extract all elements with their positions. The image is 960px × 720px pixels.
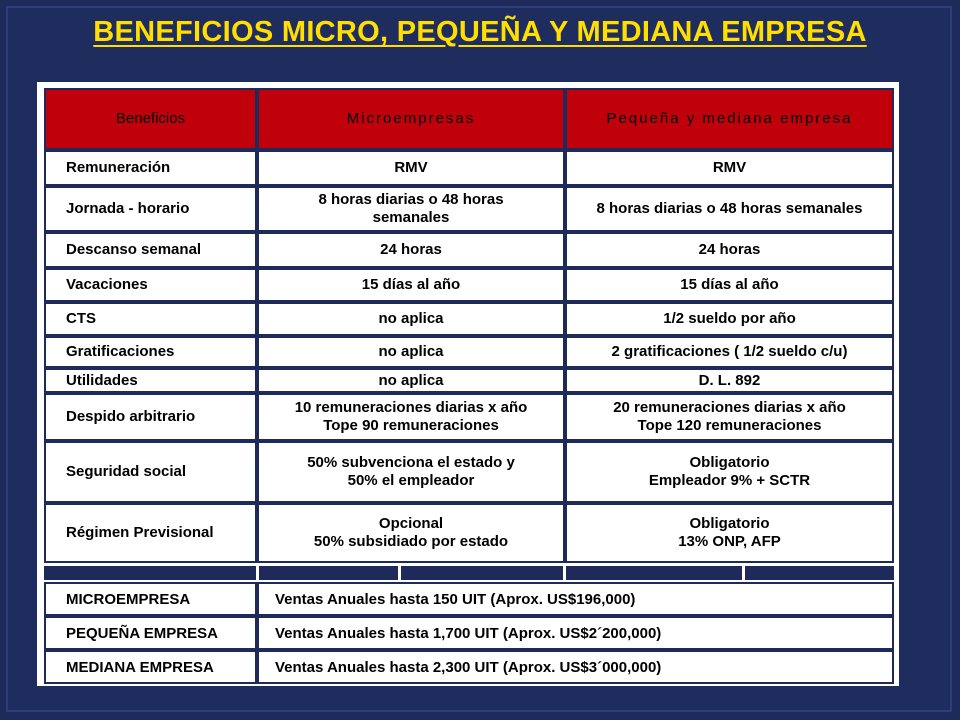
size-value: Ventas Anuales hasta 2,300 UIT (Aprox. US$3´000,000) bbox=[257, 650, 894, 684]
company-size-table bbox=[44, 582, 894, 684]
size-row bbox=[44, 650, 894, 684]
table-row bbox=[44, 368, 894, 393]
benefits-table bbox=[44, 88, 894, 563]
pyme-value: Obligatorio 13% ONP, AFP bbox=[565, 503, 894, 563]
micro-value: no aplica bbox=[257, 302, 565, 336]
row-label: Despido arbitrario bbox=[44, 393, 257, 441]
table-row bbox=[44, 503, 894, 563]
divider-tick bbox=[563, 566, 566, 580]
pyme-value: 8 horas diarias o 48 horas semanales bbox=[565, 186, 894, 232]
size-value: Ventas Anuales hasta 150 UIT (Aprox. US$196,000) bbox=[257, 582, 894, 616]
pyme-value: 24 horas bbox=[565, 232, 894, 268]
pyme-value: RMV bbox=[565, 150, 894, 186]
micro-value: 50% subvenciona el estado y 50% el empleador bbox=[257, 441, 565, 503]
column-header-pyme: Pequeña y mediana empresa bbox=[565, 88, 894, 150]
micro-value: 10 remuneraciones diarias x año Tope 90 remuneraciones bbox=[257, 393, 565, 441]
table-row bbox=[44, 441, 894, 503]
divider-tick bbox=[398, 566, 401, 580]
pyme-value: Obligatorio Empleador 9% + SCTR bbox=[565, 441, 894, 503]
size-label: MEDIANA EMPRESA bbox=[44, 650, 257, 684]
table-row bbox=[44, 302, 894, 336]
row-label: Vacaciones bbox=[44, 268, 257, 302]
micro-value: no aplica bbox=[257, 336, 565, 368]
size-label: PEQUEÑA EMPRESA bbox=[44, 616, 257, 650]
table-row bbox=[44, 268, 894, 302]
table-row bbox=[44, 336, 894, 368]
micro-value: Opcional 50% subsidiado por estado bbox=[257, 503, 565, 563]
divider-tick bbox=[742, 566, 745, 580]
micro-value: RMV bbox=[257, 150, 565, 186]
table-header-row bbox=[44, 88, 894, 150]
size-label: MICROEMPRESA bbox=[44, 582, 257, 616]
table-row bbox=[44, 186, 894, 232]
size-row bbox=[44, 616, 894, 650]
row-label: Régimen Previsional bbox=[44, 503, 257, 563]
micro-value: no aplica bbox=[257, 368, 565, 393]
page-title: BENEFICIOS MICRO, PEQUEÑA Y MEDIANA EMPRESA bbox=[93, 16, 867, 48]
pyme-value: 15 días al año bbox=[565, 268, 894, 302]
column-header-beneficios: Beneficios bbox=[44, 88, 257, 150]
row-label: Seguridad social bbox=[44, 441, 257, 503]
row-label: Jornada - horario bbox=[44, 186, 257, 232]
divider-tick bbox=[256, 566, 259, 580]
pyme-value: 20 remuneraciones diarias x año Tope 120 remuneraciones bbox=[565, 393, 894, 441]
row-label: Utilidades bbox=[44, 368, 257, 393]
pyme-value: 1/2 sueldo por año bbox=[565, 302, 894, 336]
micro-value: 8 horas diarias o 48 horas semanales bbox=[257, 186, 565, 232]
column-header-microempresas: Microempresas bbox=[257, 88, 565, 150]
micro-value: 15 días al año bbox=[257, 268, 565, 302]
row-label: CTS bbox=[44, 302, 257, 336]
size-value: Ventas Anuales hasta 1,700 UIT (Aprox. US$2´200,000) bbox=[257, 616, 894, 650]
row-label: Descanso semanal bbox=[44, 232, 257, 268]
row-label: Gratificaciones bbox=[44, 336, 257, 368]
row-label: Remuneración bbox=[44, 150, 257, 186]
table-row bbox=[44, 393, 894, 441]
pyme-value: D. L. 892 bbox=[565, 368, 894, 393]
micro-value: 24 horas bbox=[257, 232, 565, 268]
table-row bbox=[44, 150, 894, 186]
size-row bbox=[44, 582, 894, 616]
table-row bbox=[44, 232, 894, 268]
table-divider-strip bbox=[44, 566, 894, 580]
pyme-value: 2 gratificaciones ( 1/2 sueldo c/u) bbox=[565, 336, 894, 368]
